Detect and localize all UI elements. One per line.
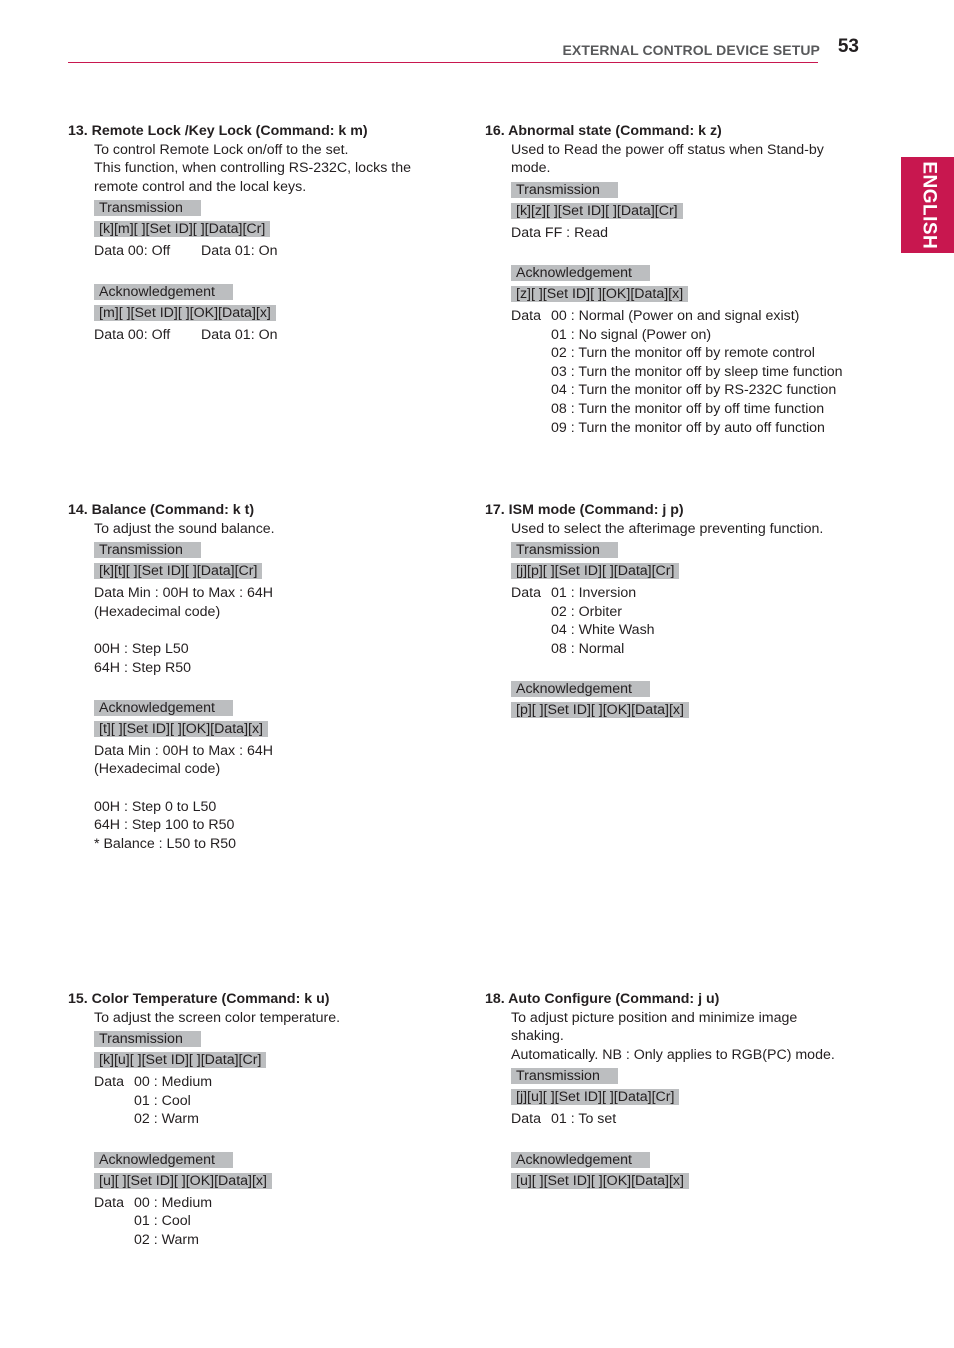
data-value: Data 00: Off: [94, 243, 171, 260]
acknowledgement-code: [u][ ][Set ID][ ][OK][Data][x]: [94, 1173, 272, 1189]
data-row: [511, 419, 875, 438]
description-line: Used to select the afterimage preventing function.: [511, 520, 824, 537]
section-title: 18. Auto Configure (Command: j u): [485, 991, 720, 1007]
data-row: [511, 584, 875, 603]
description-line: This function, when controlling RS-232C, locks the: [94, 160, 412, 177]
data-row: [511, 326, 875, 345]
acknowledgement-code: [m][ ][Set ID][ ][OK][Data][x]: [94, 305, 276, 321]
transmission-code: [j][u][ ][Set ID][ ][Data][Cr]: [511, 1089, 679, 1105]
data-value: 02 : Warm: [134, 1231, 199, 1248]
data-label: Data: [511, 585, 541, 602]
transmission-code: [k][m][ ][Set ID][ ][Data][Cr]: [94, 221, 270, 237]
section-14-balance: [68, 501, 458, 853]
transmission-code: [k][z][ ][Set ID][ ][Data][Cr]: [511, 203, 683, 219]
data-row: [94, 1073, 458, 1092]
data-value: 01 : Cool: [134, 1213, 191, 1230]
data-row: [511, 344, 875, 363]
description-line: To control Remote Lock on/off to the set.: [94, 141, 349, 158]
section-13-remote-lock: [68, 122, 458, 344]
section-18-auto-configure: [485, 990, 875, 1194]
description-line: To adjust picture position and minimize image: [511, 1009, 798, 1026]
acknowledgement-code: [u][ ][Set ID][ ][OK][Data][x]: [511, 1173, 689, 1189]
data-value: 03 : Turn the monitor off by sleep time function: [551, 363, 843, 380]
data-line: 00H : Step L50: [94, 640, 189, 657]
section-title: 15. Color Temperature (Command: k u): [68, 991, 330, 1007]
data-values: [94, 326, 458, 345]
data-value: 04 : White Wash: [551, 622, 655, 639]
data-value: 01 : No signal (Power on): [551, 326, 712, 343]
description-line: To adjust the screen color temperature.: [94, 1009, 341, 1026]
section-15-color-temperature: [68, 990, 458, 1249]
transmission-label: Transmission: [94, 542, 201, 558]
data-label: Data: [511, 307, 541, 324]
transmission-label: Transmission: [511, 1068, 618, 1084]
transmission-label: Transmission: [511, 542, 618, 558]
section-17-ism-mode: [485, 501, 875, 723]
acknowledgement-label: Acknowledgement: [94, 1152, 233, 1168]
data-value: 02 : Warm: [134, 1111, 199, 1128]
acknowledgement-code: [t][ ][Set ID][ ][OK][Data][x]: [94, 721, 268, 737]
transmission-code: [k][u][ ][Set ID][ ][Data][Cr]: [94, 1052, 266, 1068]
data-value: 00 : Normal (Power on and signal exist): [551, 307, 800, 324]
data-row: [94, 1092, 458, 1111]
data-line: 64H : Step R50: [94, 659, 192, 676]
data-value: 02 : Turn the monitor off by remote control: [551, 345, 815, 362]
data-value: 02 : Orbiter: [551, 603, 622, 620]
data-value: 01 : To set: [551, 1111, 617, 1128]
data-line: Data Min : 00H to Max : 64H: [94, 585, 273, 602]
data-value: 00 : Medium: [134, 1074, 213, 1091]
transmission-code: [k][t][ ][Set ID][ ][Data][Cr]: [94, 563, 262, 579]
section-16-abnormal-state: [485, 122, 875, 437]
data-line: Data FF : Read: [511, 224, 608, 241]
data-label: Data: [511, 1111, 541, 1128]
data-values: [94, 242, 458, 261]
data-row: [511, 307, 875, 326]
description-line: To adjust the sound balance.: [94, 520, 275, 537]
data-value: Data 01: On: [201, 326, 278, 343]
data-row: [94, 1194, 458, 1213]
data-value: 01 : Cool: [134, 1092, 191, 1109]
data-label: Data: [94, 1194, 124, 1211]
data-value: 00 : Medium: [134, 1194, 213, 1211]
data-row: [511, 621, 875, 640]
acknowledgement-code: [p][ ][Set ID][ ][OK][Data][x]: [511, 702, 689, 718]
data-line: (Hexadecimal code): [94, 603, 221, 620]
data-line: (Hexadecimal code): [94, 761, 221, 778]
section-title: 13. Remote Lock /Key Lock (Command: k m): [68, 123, 368, 139]
description-line: shaking.: [511, 1028, 564, 1045]
section-title: 14. Balance (Command: k t): [68, 502, 255, 518]
data-value: 08 : Turn the monitor off by off time function: [551, 400, 825, 417]
acknowledgement-label: Acknowledgement: [94, 700, 233, 716]
data-label: Data: [94, 1074, 124, 1091]
transmission-label: Transmission: [94, 200, 201, 216]
data-row: [94, 1212, 458, 1231]
section-header-title: EXTERNAL CONTROL DEVICE SETUP: [562, 42, 820, 58]
data-row: [511, 363, 875, 382]
data-row: [511, 400, 875, 419]
data-row: [94, 1110, 458, 1129]
acknowledgement-label: Acknowledgement: [511, 1152, 650, 1168]
data-value: 08 : Normal: [551, 640, 625, 657]
data-value: 09 : Turn the monitor off by auto off function: [551, 419, 825, 436]
description-line: remote control and the local keys.: [94, 178, 307, 195]
data-row: [511, 1110, 875, 1129]
page-number: 53: [837, 36, 859, 57]
acknowledgement-label: Acknowledgement: [94, 284, 233, 300]
language-tab-label: ENGLISH: [917, 161, 939, 249]
acknowledgement-label: Acknowledgement: [511, 265, 650, 281]
section-title: 16. Abnormal state (Command: k z): [485, 123, 722, 139]
transmission-label: Transmission: [511, 182, 618, 198]
data-value: Data 00: Off: [94, 326, 171, 343]
data-row: [511, 640, 875, 659]
description-line: Used to Read the power off status when Stand-by: [511, 141, 824, 158]
data-value: Data 01: On: [201, 243, 278, 260]
data-line: Data Min : 00H to Max : 64H: [94, 742, 273, 759]
header-divider: [68, 62, 818, 63]
language-tab: [901, 157, 954, 253]
acknowledgement-label: Acknowledgement: [511, 681, 650, 697]
transmission-code: [j][p][ ][Set ID][ ][Data][Cr]: [511, 563, 679, 579]
data-value: 04 : Turn the monitor off by RS-232C function: [551, 382, 837, 399]
section-title: 17. ISM mode (Command: j p): [485, 502, 684, 518]
description-line: mode.: [511, 160, 551, 177]
data-line: * Balance : L50 to R50: [94, 835, 236, 852]
transmission-label: Transmission: [94, 1031, 201, 1047]
data-line: 00H : Step 0 to L50: [94, 798, 217, 815]
data-row: [511, 381, 875, 400]
data-row: [94, 1231, 458, 1250]
description-line: Automatically. NB : Only applies to RGB(PC) mode.: [511, 1046, 835, 1063]
acknowledgement-code: [z][ ][Set ID][ ][OK][Data][x]: [511, 286, 688, 302]
data-line: 64H : Step 100 to R50: [94, 817, 235, 834]
data-row: [511, 603, 875, 622]
data-value: 01 : Inversion: [551, 585, 637, 602]
